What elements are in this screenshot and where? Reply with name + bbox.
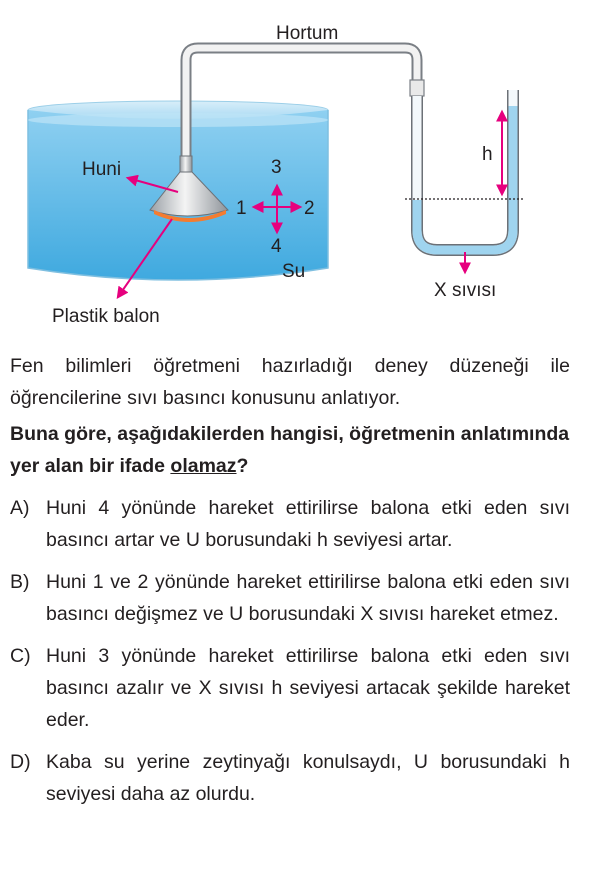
option-letter: C) [10,645,31,667]
option-d[interactable] [10,746,570,810]
direction-2-label: 2 [304,198,315,219]
water-label: Su [282,261,306,282]
option-c[interactable] [10,640,570,736]
liquid-x-label: X sıvısı [434,280,497,301]
h-label: h [482,144,493,165]
option-letter: D) [10,751,31,773]
question-part1: Buna göre, aşağıdakilerden hangisi, öğretmenin anlatımında yer alan bir ifade [10,423,570,477]
funnel-label: Huni [82,159,122,180]
balloon-label: Plastik balon [52,306,160,327]
option-text: Huni 3 yönünde hareket ettirilirse balona etki eden sıvı basıncı azalır ve X sıvısı h seviyesi artacak şekilde hareket eder. [46,645,570,731]
option-a[interactable] [10,492,570,556]
hose-label: Hortum [276,23,339,44]
experiment-diagram [0,0,595,340]
question-underlined: olamaz [170,455,237,477]
option-text: Kaba su yerine zeytinyağı konulsaydı, U borusundaki h seviyesi daha az olurdu. [46,751,570,805]
option-b[interactable] [10,566,570,630]
intro-paragraph: Fen bilimleri öğretmeni hazırladığı deney düzeneği ile öğrencilerine sıvı basıncı konusunu anlatıyor. [10,355,570,409]
direction-1-label: 1 [236,198,247,219]
question-stem [10,418,570,482]
question-part2: ? [236,455,249,477]
u-tube [405,90,524,250]
option-letter: B) [10,571,30,593]
direction-3-label: 3 [271,157,282,178]
option-text: Huni 4 yönünde hareket ettirilirse balona etki eden sıvı basıncı artar ve U borusundaki h seviyesi artar. [46,497,570,551]
option-letter: A) [10,497,30,519]
question-text-block [10,350,570,810]
direction-4-label: 4 [271,236,282,257]
liquid-x [417,106,513,250]
option-text: Huni 1 ve 2 yönünde hareket ettirilirse balona etki eden sıvı basıncı değişmez ve U borusundaki X sıvısı hareket etmez. [46,571,570,625]
